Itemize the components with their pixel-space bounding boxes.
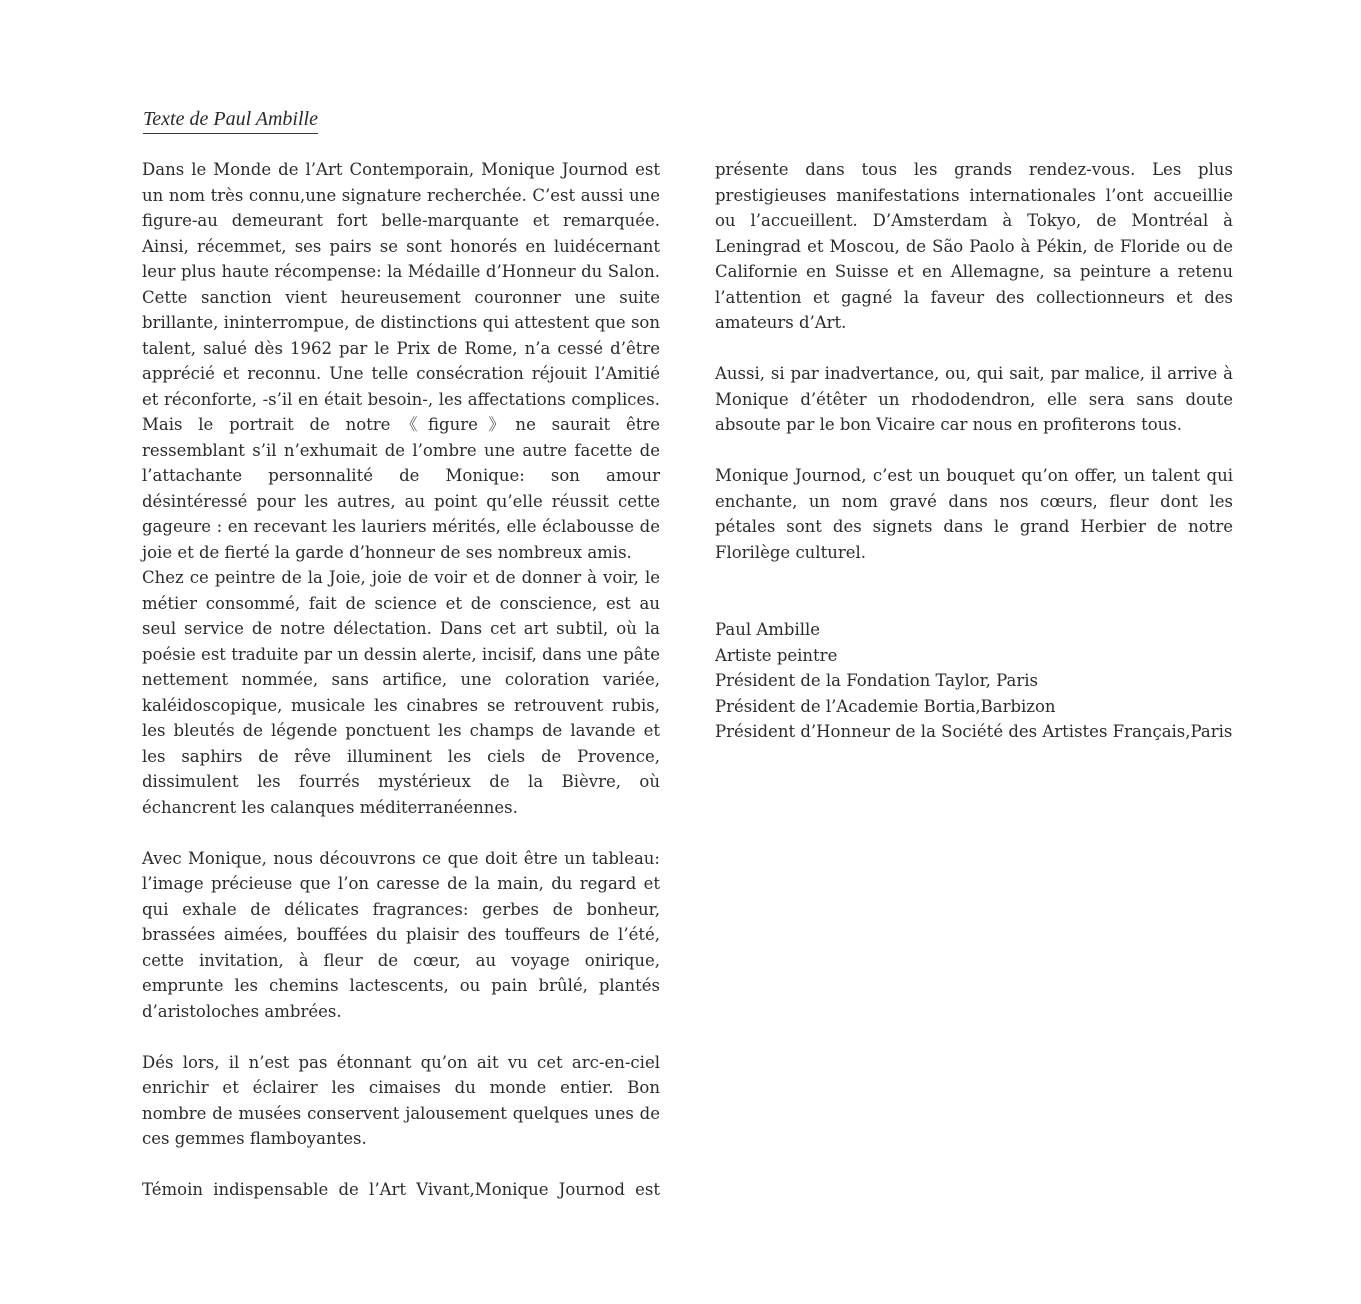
paragraph: Témoin indispensable de l’Art Vivant,Monique Journod est [142, 1180, 660, 1199]
paragraph: Dés lors, il n’est pas étonnant qu’on ait vu cet arc-en-ciel enrichir et éclairer les cimaises du monde entier. Bon nombre de musées conservent jalousement quelques unes de ces gemmes flamboyantes. [142, 1052, 660, 1148]
signature-title: Artiste peintre [715, 645, 838, 665]
right-column [715, 157, 1233, 565]
signature-title: Président de la Fondation Taylor, Paris [715, 671, 1038, 690]
page-heading: Texte de Paul Ambille [143, 106, 318, 134]
left-column [142, 157, 660, 1203]
signature-title: Président d’Honneur de la Société des Artistes Français,Paris [715, 722, 1233, 741]
paragraph: Aussi, si par inadvertance, ou, qui sait, par malice, il arrive à Monique d’étêter un rhododendron, elle sera sans doute absoute par le bon Vicaire car nous en profiterons tous. [715, 364, 1233, 434]
signature-title: Président de l’Academie Bortia,Barbizon [715, 696, 1056, 716]
paragraph: Dans le Monde de l’Art Contemporain, Monique Journod est un nom très connu,une signature recherchée. C’est aussi une figure-au demeurant fort belle-marquante et remarquée. Ainsi, récemmet, ses pairs se sont honorés en luidécernant leur plus haute récompense: la Médaille d’Honneur du Salon. Cette sanction vient heureusement couronner une suite brillante, ininterrompue, de distinctions qui attestent que son talent, salué dès 1962 par le Prix de Rome, n’a cessé d’être apprécié et reconnu. Une telle consécration réjouit l’Amitié et réconforte, -s’il en était besoin-, les affectations complices. Mais le portrait de notre《figure》ne saurait être ressemblant s’il n’exhumait de l’ombre une autre facette de l’attachante personnalité de Monique: son amour désintéressé pour les autres, au point qu’elle réussit cette gageure : en recevant les lauriers mérités, elle éclabousse de joie et de fierté la garde d’honneur de ses nombreux amis. [142, 160, 660, 562]
paragraph: Chez ce peintre de la Joie, joie de voir et de donner à voir, le métier consommé, fait de science et de conscience, est au seul service de notre délectation. Dans cet art subtil, où la poésie est traduite par un dessin alerte, incisif, dans une pâte nettement nommée, sans artifice, une coloration variée, kaléidoscopique, musicale les cinabres se retrouvent rubis, les bleutés de légende ponctuent les champs de lavande et les saphirs de rêve illuminent les ciels de Provence, dissimulent les fourrés mystérieux de la Bièvre, où échancrent les calanques méditerranéennes. [142, 568, 660, 817]
signature-block [715, 617, 1275, 745]
paragraph: Avec Monique, nous découvrons ce que doit être un tableau: l’image précieuse que l’on caresse de la main, du regard et qui exhale de délicates fragrances: gerbes de bonheur, brassées aimées, bouffées du plaisir des touffeurs de l’été, cette invitation, à fleur de cœur, au voyage onirique, emprunte les chemins lactescents, ou pain brûlé, plantés d’aristoloches ambrées. [142, 848, 660, 1021]
paragraph: présente dans tous les grands rendez-vous. Les plus prestigieuses manifestations internationales l’ont accueillie ou l’accueillent. D’Amsterdam à Tokyo, de Montréal à Leningrad et Moscou, de São Paolo à Pékin, de Floride ou de Californie en Suisse et en Allemagne, sa peinture a retenu l’attention et gagné la faveur des collectionneurs et des amateurs d’Art. [715, 160, 1233, 332]
signature-name: Paul Ambille [715, 620, 821, 639]
paragraph: Monique Journod, c’est un bouquet qu’on offer, un talent qui enchante, un nom gravé dans nos cœurs, fleur dont les pétales sont des signets dans le grand Herbier de notre Florilège culturel. [715, 466, 1233, 562]
